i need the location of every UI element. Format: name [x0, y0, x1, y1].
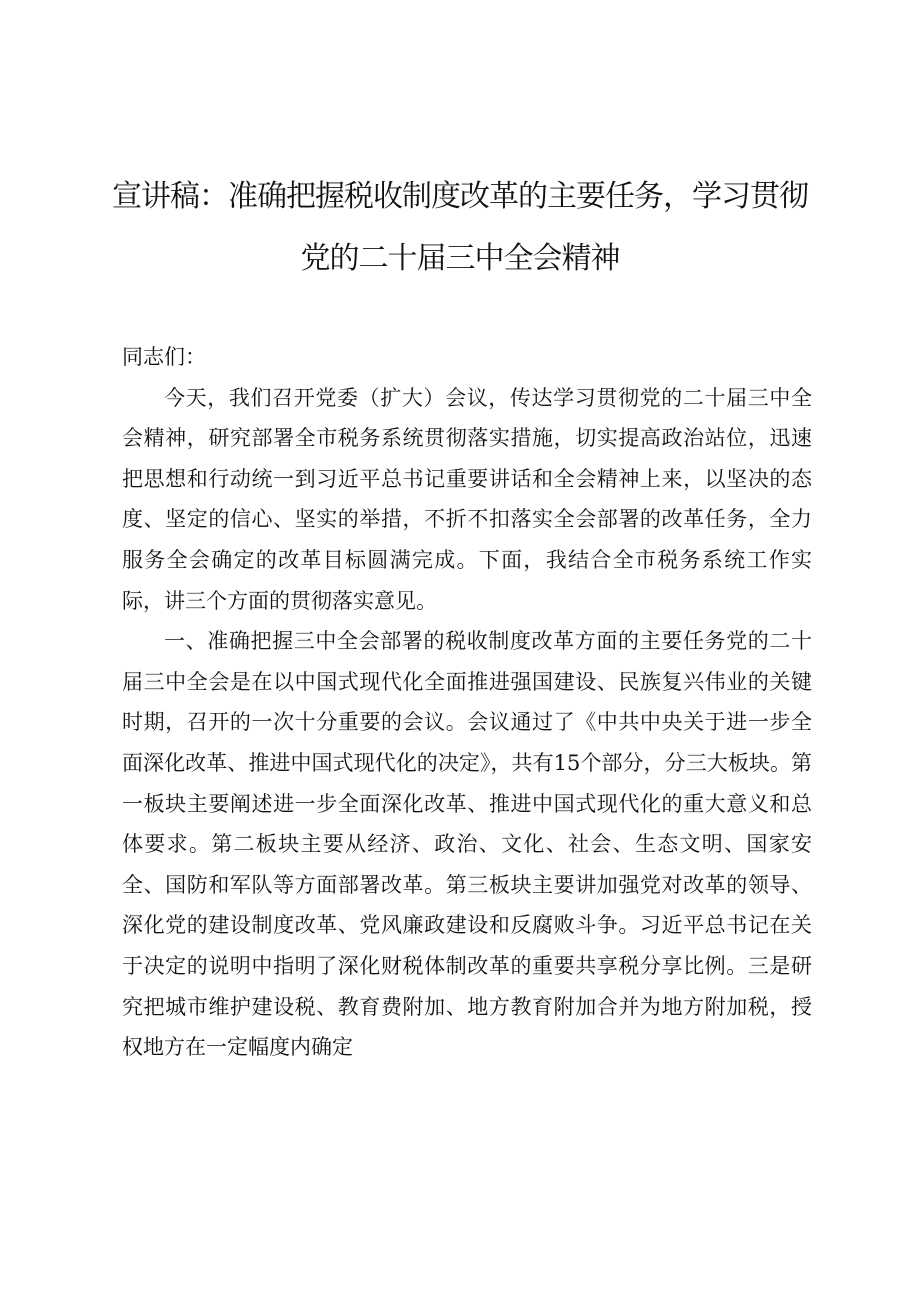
paragraph-intro: 今天，我们召开党委（扩大）会议，传达学习贯彻党的二十届三中全会精神，研究部署全市税务系统贯彻落实措施，切实提高政治站位，迅速把思想和行动统一到习近平总书记重要讲话和全会精神上来，以坚决的态度、坚定的信心、坚实的举措，不折不扣落实全会部署的改革任务，全力服务全会确定的改革目标圆满完成。下面，我结合全市税务系统工作实际，讲三个方面的贯彻落实意见。	[122, 385, 812, 613]
document-body	[122, 337, 812, 1068]
paragraph-section-one: 一、准确把握三中全会部署的税收制度改革方面的主要任务党的二十届三中全会是在以中国式现代化全面推进强国建设、民族复兴伟业的关键时期，召开的一次十分重要的会议。会议通过了《中共中央关于进一步全面深化改革、推进中国式现代化的决定》，共有15个部分，分三大板块。第一板块主要阐述进一步全面深化改革、推进中国式现代化的重大意义和总体要求。第二板块主要从经济、政治、文化、社会、生态文明、国家安全、国防和军队等方面部署改革。第三板块主要讲加强党对改革的领导、深化党的建设制度改革、党风廉政建设和反腐败斗争。习近平总书记在关于决定的说明中指明了深化财税体制改革的重要共享税分享比例。三是研究把城市维护建设税、教育费附加、地方教育附加合并为地方附加税，授权地方在一定幅度内确定	[122, 629, 812, 1060]
greeting: 同志们：	[122, 345, 206, 369]
title-line-2: 党的二十届三中全会精神	[300, 241, 620, 276]
document-title	[100, 166, 820, 290]
title-line-1: 宣讲稿：准确把握税收制度改革的主要任务，学习贯彻	[112, 179, 808, 214]
